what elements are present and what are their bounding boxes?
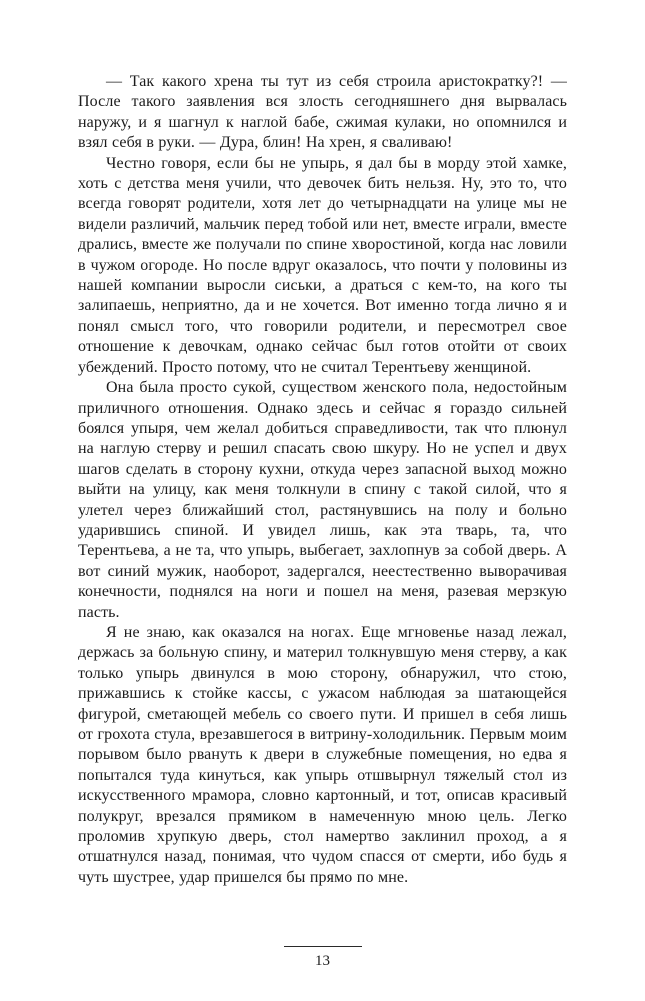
paragraph: Я не знаю, как оказался на ногах. Еще мгновенье назад лежал, держась за больную спину, и материл толкнувшую меня стерву, а как только упырь двинулся в мою сторону, обнаружил, что стою, прижавшись к стойке кассы, с ужасом наблюдая за шатающейся фигурой, сметающей мебель со своего пути. И пришел в себя лишь от грохота стула, врезавшегося в витрину-холодильник. Первым моим порывом было рвануть к двери в служебные помещения, но едва я попытался туда кинуться, как упырь отшвырнул тяжелый стол из искусственного мрамора, словно картонный, и тот, описав красивый полукруг, врезался прямиком в намеченную мною цель. Легко проломив хрупкую дверь, стол намертво заклинил проход, а я отшатнулся назад, понимая, что чудом спасся от смерти, ибо будь я чуть шустрее, удар пришелся бы прямо по мне.	[78, 623, 567, 886]
paragraph-dialogue: — Так какого хрена ты тут из себя строила аристократку?! — После такого заявления вся злость сегодняшнего дня вырвалась наружу, и я шагнул к наглой бабе, сжимая кулаки, но опомнился и взял себя в руки. — Дура, блин! На хрен, я сваливаю!	[78, 73, 567, 152]
paragraph: Она была просто сукой, существом женского пола, недостойным приличного отношения. Однако здесь и сейчас я гораздо сильней боялся упыря, чем желал добиться справедливости, так что плюнул на наглую стерву и решил спасать свою шкуру. Но не успел и двух шагов сделать в сторону кухни, откуда через запасной выход можно выйти на улицу, как меня толкнули в спину с такой силой, что я улетел через ближайший стол, растянувшись на полу и больно ударившись спиной. И увидел лишь, как эта тварь, та, что Терентьева, а не та, что упырь, выбегает, захлопнув за собой дверь. А вот синий мужик, наоборот, задергался, неестественно выворачивая конечности, поднялся на ноги и пошел на меня, разевая мерзкую пасть.	[78, 379, 567, 621]
page-number: 13	[315, 953, 330, 969]
page-text-block	[78, 72, 567, 888]
footer-rule	[284, 946, 362, 947]
paragraph: Честно говоря, если бы не упырь, я дал бы в морду этой хамке, хоть с детства меня учили, что девочек бить нельзя. Ну, это то, что всегда говорят родители, хотя лет до четырнадцати на улице мы не видели различий, мальчик перед тобой или нет, вместе играли, вместе дрались, вместе же получали по спине хворостиной, когда нас ловили в чужом огороде. Но после вдруг оказалось, что почти у половины из нашей компании выросли сиськи, а драться с кем-то, на кого ты залипаешь, неприятно, да и не хочется. Вот именно тогда лично я и понял смысл того, что говорили родители, и пересмотрел свое отношение к девочкам, однако сейчас был готов отойти от своих убеждений. Просто потому, что не считал Терентьеву женщиной.	[78, 154, 567, 376]
page-footer	[0, 946, 645, 969]
